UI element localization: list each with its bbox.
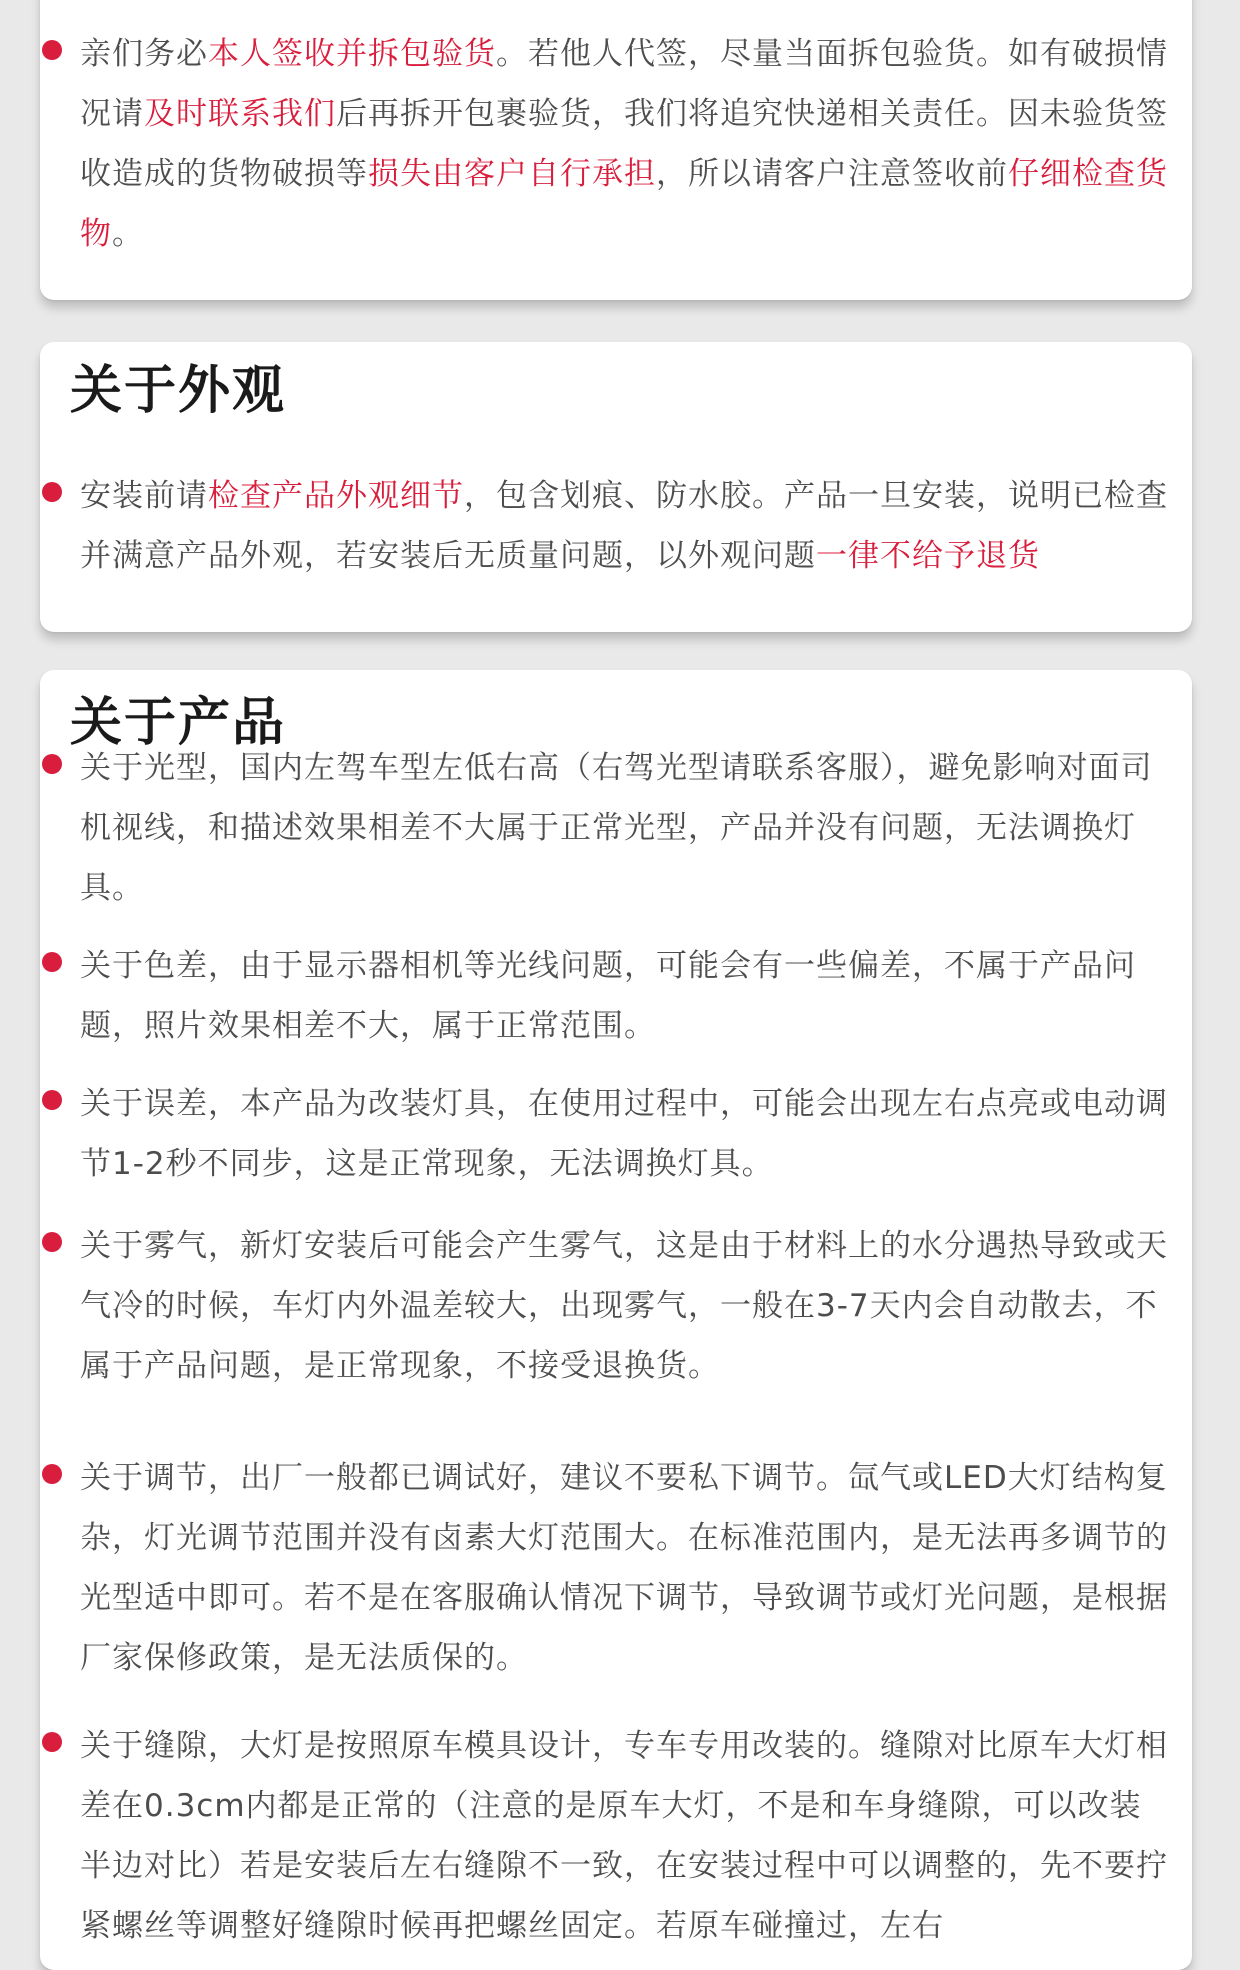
item-text — [80, 24, 1170, 264]
item-text — [80, 1448, 1170, 1688]
plain-text: 亲们务必 — [80, 36, 208, 72]
notice-card-product — [40, 670, 1192, 1970]
notice-card-signing — [40, 0, 1192, 300]
section-title: 关于外观 — [70, 361, 287, 421]
highlight-text: 检查产品外观细节 — [208, 478, 464, 514]
list-item — [40, 1448, 1192, 1688]
highlight-text: 损失由客户自行承担 — [368, 156, 656, 192]
item-text — [80, 1716, 1170, 1956]
list-item — [40, 1716, 1192, 1956]
bullet-icon — [42, 754, 62, 774]
plain-text: 。 — [112, 216, 144, 252]
item-text — [80, 466, 1170, 586]
plain-text: 关于调节，出厂一般都已调试好，建议不要私下调节。氙气或LED大灯结构复杂，灯光调节范围并没有卤素大灯范围大。在标准范围内，是无法再多调节的光型适中即可。若不是在客服确认情况下调节，导致调节或灯光问题，是根据厂家保修政策，是无法质保的。 — [80, 1460, 1168, 1676]
highlight-text: 及时联系我们 — [144, 96, 336, 132]
bullet-icon — [42, 40, 62, 60]
section-title: 关于产品 — [70, 693, 287, 753]
plain-text: 。若他人代签，尽量当面拆包验货。如有破损情况请 — [80, 36, 1168, 132]
item-text — [80, 738, 1170, 918]
plain-text: 关于误差，本产品为改装灯具，在使用过程中，可能会出现左右点亮或电动调节1-2秒不同步，这是正常现象，无法调换灯具。 — [80, 1086, 1168, 1182]
notice-card-appearance — [40, 342, 1192, 632]
highlight-text: 本人签收并拆包验货 — [208, 36, 496, 72]
plain-text: 后再拆开包裹验货，我们将追究快递相关责任。因未验货签收造成的货物破损等 — [80, 96, 1168, 192]
item-text — [80, 1074, 1170, 1194]
plain-text: ，包含划痕、防水胶。产品一旦安装，说明已检查并满意产品外观，若安装后无质量问题，以外观问题 — [80, 478, 1168, 574]
plain-text: ，所以请客户注意签收前 — [656, 156, 1008, 192]
plain-text: 关于缝隙，大灯是按照原车模具设计，专车专用改装的。缝隙对比原车大灯相差在0.3cm内都是正常的（注意的是原车大灯，不是和车身缝隙，可以改装半边对比）若是安装后左右缝隙不一致，在安装过程中可以调整的，先不要拧紧螺丝等调整好缝隙时候再把螺丝固定。若原车碰撞过，左右 — [80, 1728, 1168, 1944]
highlight-text: 一律不给予退货 — [816, 538, 1040, 574]
plain-text: 关于光型，国内左驾车型左低右高（右驾光型请联系客服），避免影响对面司机视线，和描述效果相差不大属于正常光型，产品并没有问题，无法调换灯具。 — [80, 750, 1153, 906]
bullet-icon — [42, 1464, 62, 1484]
list-item — [40, 936, 1192, 1056]
plain-text: 安装前请 — [80, 478, 208, 514]
item-text — [80, 936, 1170, 1056]
item-text — [80, 1216, 1170, 1396]
list-item — [40, 738, 1192, 918]
bullet-icon — [42, 1090, 62, 1110]
bullet-icon — [42, 482, 62, 502]
list-item — [40, 1074, 1192, 1194]
bullet-icon — [42, 1232, 62, 1252]
highlight-text: 仔细检查货物 — [80, 156, 1168, 252]
list-item — [40, 466, 1192, 586]
plain-text: 关于雾气，新灯安装后可能会产生雾气，这是由于材料上的水分遇热导致或天气冷的时候，车灯内外温差较大，出现雾气，一般在3-7天内会自动散去，不属于产品问题，是正常现象，不接受退换货。 — [80, 1228, 1168, 1384]
plain-text: 关于色差，由于显示器相机等光线问题，可能会有一些偏差，不属于产品问题，照片效果相差不大，属于正常范围。 — [80, 948, 1136, 1044]
bullet-icon — [42, 952, 62, 972]
list-item — [40, 1216, 1192, 1396]
list-item — [40, 24, 1192, 264]
bullet-icon — [42, 1732, 62, 1752]
